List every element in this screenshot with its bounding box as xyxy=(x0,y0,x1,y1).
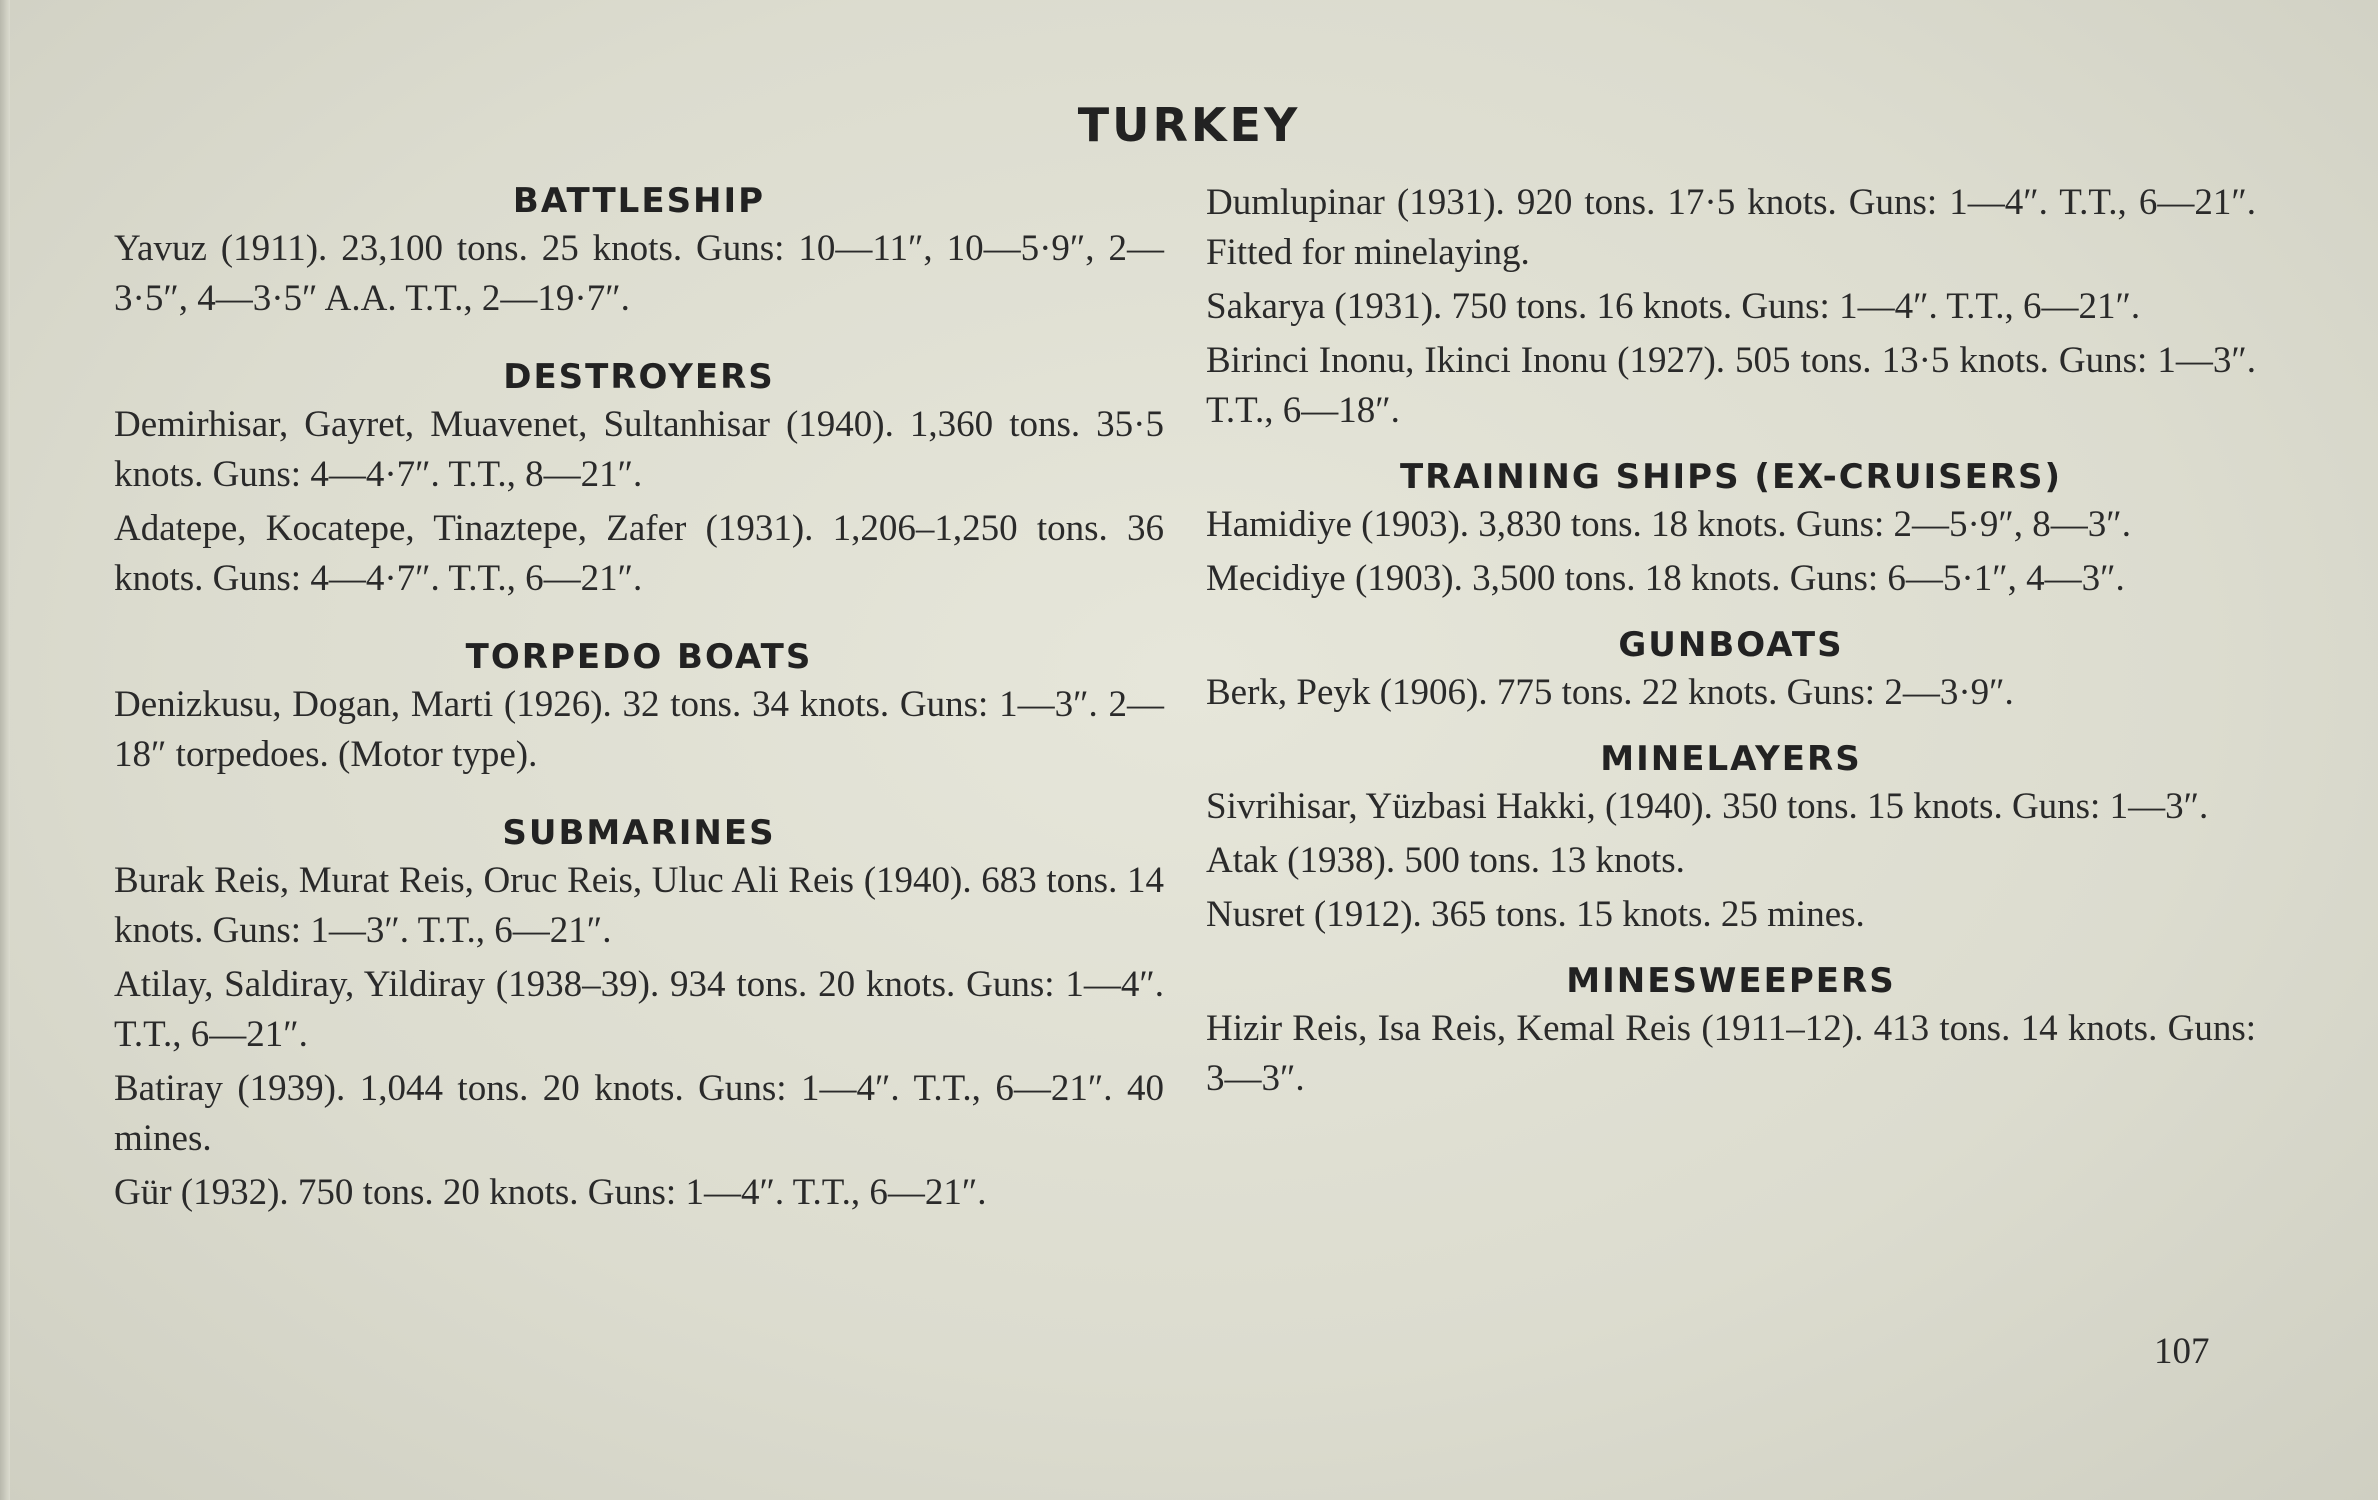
page-number: 107 xyxy=(2154,1331,2210,1372)
ship-entry: Burak Reis, Murat Reis, Oruc Reis, Uluc Ali Reis (1940). 683 tons. 14 knots. Guns: 1—3″. T.T., 6—21″. xyxy=(114,860,1164,951)
ship-entry: Gür (1932). 750 tons. 20 knots. Guns: 1—4″. T.T., 6—21″. xyxy=(114,1172,987,1213)
ship-entry: Hamidiye (1903). 3,830 tons. 18 knots. Guns: 2—5·9″, 8—3″. xyxy=(1206,504,2131,545)
section-heading-training-ships: TRAINING SHIPS (EX-CRUISERS) xyxy=(1399,457,2063,497)
ship-entry: Mecidiye (1903). 3,500 tons. 18 knots. Guns: 6—5·1″, 4—3″. xyxy=(1206,558,2125,599)
ship-entry: Hizir Reis, Isa Reis, Kemal Reis (1911–12). 413 tons. 14 knots. Guns: 3—3″. xyxy=(1206,1008,2256,1099)
ship-entry: Dumlupinar (1931). 920 tons. 17·5 knots. Guns: 1—4″. T.T., 6—21″. Fitted for minelaying. xyxy=(1206,182,2256,273)
ship-entry: Birinci Inonu, Ikinci Inonu (1927). 505 tons. 13·5 knots. Guns: 1—3″. T.T., 6—18″. xyxy=(1206,340,2256,431)
ship-entry: Sivrihisar, Yüzbasi Hakki, (1940). 350 tons. 15 knots. Guns: 1—3″. xyxy=(1206,786,2209,827)
ship-entry: Demirhisar, Gayret, Muavenet, Sultanhisar (1940). 1,360 tons. 35·5 knots. Guns: 4—4·7″. T.T., 8—21″. xyxy=(114,404,1164,495)
section-heading-torpedo-boats: TORPEDO BOATS xyxy=(465,637,813,677)
ship-entry: Adatepe, Kocatepe, Tinaztepe, Zafer (1931). 1,206–1,250 tons. 36 knots. Guns: 4—4·7″. T.T., 6—21″. xyxy=(114,508,1164,599)
section-heading-destroyers: DESTROYERS xyxy=(503,357,775,397)
ship-entry: Sakarya (1931). 750 tons. 16 knots. Guns: 1—4″. T.T., 6—21″. xyxy=(1206,286,2141,327)
ship-entry: Atak (1938). 500 tons. 13 knots. xyxy=(1206,840,1685,881)
ship-entry: Yavuz (1911). 23,100 tons. 25 knots. Guns: 10—11″, 10—5·9″, 2—3·5″, 4—3·5″ A.A. T.T., 2—19·7″. xyxy=(114,228,1164,319)
section-heading-minesweepers: MINESWEEPERS xyxy=(1566,961,1896,1001)
section-heading-battleship: BATTLESHIP xyxy=(512,181,766,221)
section-heading-minelayers: MINELAYERS xyxy=(1600,739,1862,779)
right-column xyxy=(1206,178,2256,1108)
page-title: TURKEY xyxy=(1077,98,1301,152)
ship-entry: Denizkusu, Dogan, Marti (1926). 32 tons. 34 knots. Guns: 1—3″. 2—18″ torpedoes. (Motor type). xyxy=(114,684,1164,775)
ship-entry: Atilay, Saldiray, Yildiray (1938–39). 934 tons. 20 knots. Guns: 1—4″. T.T., 6—21″. xyxy=(114,964,1164,1055)
page-spine-shadow xyxy=(0,0,10,1500)
ship-entry: Nusret (1912). 365 tons. 15 knots. 25 mines. xyxy=(1206,894,1865,935)
section-heading-submarines: SUBMARINES xyxy=(502,813,776,853)
ship-entry: Batiray (1939). 1,044 tons. 20 knots. Guns: 1—4″. T.T., 6—21″. 40 mines. xyxy=(114,1068,1164,1159)
section-heading-gunboats: GUNBOATS xyxy=(1618,625,1844,665)
ship-entry: Berk, Peyk (1906). 775 tons. 22 knots. Guns: 2—3·9″. xyxy=(1206,672,2014,713)
left-column xyxy=(114,178,1164,1222)
